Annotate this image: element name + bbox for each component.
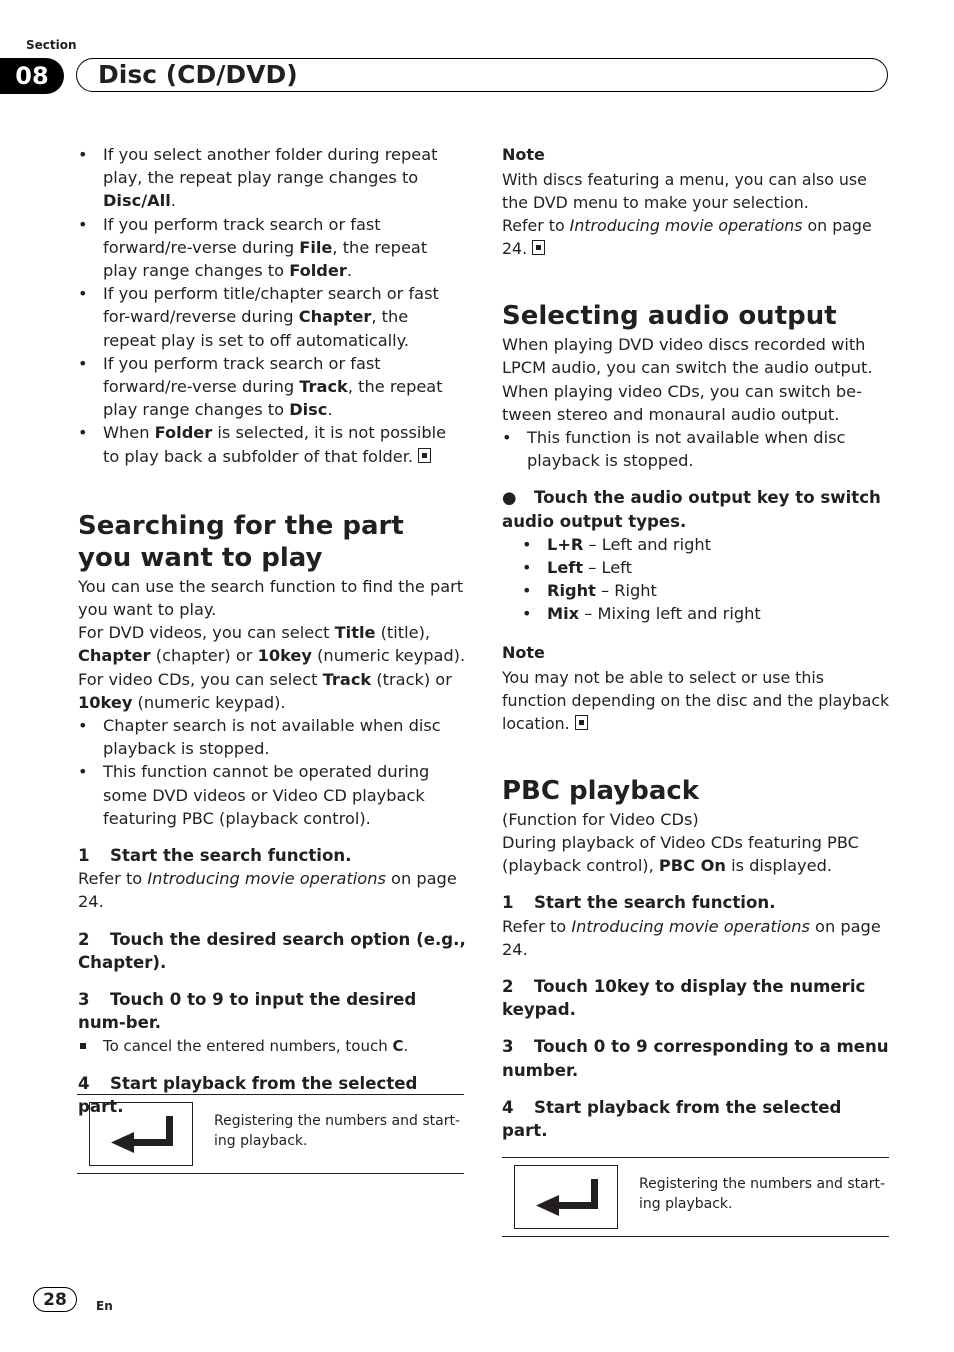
key-description: Registering the numbers and start-ing playback. — [214, 1113, 460, 1149]
pbc-step-4: 4 Start playback from the selected part. — [502, 1097, 842, 1141]
right-column — [502, 143, 890, 1142]
pbc-step-2: 2 Touch 10key to display the numeric keypad. — [502, 977, 866, 1020]
step-4: 4 Start playback from the selected part. — [78, 1073, 418, 1116]
section-label: Section — [26, 38, 77, 52]
list-item: • If you perform track search or fast forward/re-verse during File, the repeat play range changes to Folder. — [78, 214, 428, 281]
search-heading: Searching for the part you want to play — [78, 510, 404, 573]
list-item: • If you select another folder during repeat play, the repeat play range changes to Disc/All. — [78, 145, 438, 211]
enter-arrow-icon — [90, 1103, 192, 1165]
reference-link: Introducing movie operations — [571, 916, 810, 936]
list-item: • This function is not available when disc playback is stopped. — [502, 428, 846, 471]
note-heading: Note — [502, 145, 545, 164]
intro-bullet-list — [78, 143, 466, 468]
list-item: • Mix – Mixing left and right — [522, 604, 761, 624]
note-reference: Refer to Introducing movie operations on page 24. — [502, 216, 872, 259]
key-legend-box — [502, 1157, 889, 1237]
enter-key-button[interactable] — [89, 1102, 193, 1166]
end-of-section-icon — [575, 715, 588, 730]
step-1-reference: Refer to Introducing movie operations on page 24. — [78, 869, 457, 912]
search-dvd-paragraph: For DVD videos, you can select Title (title), Chapter (chapter) or 10key (numeric keypad). — [78, 623, 466, 666]
step-2: 2 Touch the desired search option (e.g., Chapter). — [78, 929, 466, 972]
list-item: • This function cannot be operated during some DVD videos or Video CD playback featuring PBC (playback control). — [78, 762, 430, 828]
list-item: • If you perform title/chapter search or fast for-ward/reverse during Chapter, the repeat play is set to off automatically. — [78, 284, 439, 350]
end-of-section-icon — [418, 448, 431, 463]
enter-arrow-icon — [515, 1166, 617, 1228]
list-item: • Chapter search is not available when disc playback is stopped. — [78, 716, 441, 759]
note-heading: Note — [502, 642, 545, 662]
search-vcd-paragraph: For video CDs, you can select Track (track) or 10key (numeric keypad). — [78, 669, 452, 712]
note-text: You may not be able to select or use this function depending on the disc and the playback location. — [502, 667, 890, 733]
key-legend-box — [77, 1094, 464, 1174]
pbc-paragraph-2: During playback of Video CDs featuring PBC (playback control), PBC On is displayed. — [502, 833, 859, 876]
pbc-heading: PBC playback — [502, 775, 700, 806]
list-item: • L+R – Left and right — [522, 534, 711, 554]
page-number: 28 — [33, 1287, 77, 1312]
audio-heading: Selecting audio output — [502, 301, 837, 332]
left-column — [78, 143, 466, 1118]
audio-step: ● Touch the audio output key to switch audio output types. — [502, 488, 881, 531]
key-description: Registering the numbers and start-ing playback. — [639, 1176, 885, 1212]
language-label: En — [96, 1299, 113, 1313]
square-bullet-icon — [80, 1043, 86, 1049]
list-item: • Right – Right — [522, 581, 657, 601]
reference-link: Introducing movie operations — [569, 216, 803, 236]
audio-paragraph-1: When playing DVD video discs recorded with LPCM audio, you can switch the audio output. — [502, 335, 873, 378]
list-item: • Left – Left — [522, 558, 632, 578]
list-item: • If you perform track search or fast forward/re-verse during Track, the repeat play range changes to Disc. — [78, 353, 443, 420]
filled-circle-icon: ● — [502, 488, 517, 508]
search-intro-paragraph: You can use the search function to find the part you want to play. — [78, 576, 464, 620]
pbc-step-1: 1 Start the search function. — [502, 893, 776, 913]
section-number-badge: 08 — [0, 58, 64, 94]
note-text: With discs featuring a menu, you can also use the DVD menu to make your selection. — [502, 170, 867, 213]
enter-key-button[interactable] — [514, 1165, 618, 1229]
reference-link: Introducing movie operations — [147, 869, 386, 889]
audio-paragraph-2: When playing video CDs, you can switch be-tween stereo and monaural audio output. — [502, 381, 862, 424]
step-1: 1 Start the search function. — [78, 846, 352, 866]
section-title: Disc (CD/DVD) — [98, 60, 298, 89]
pbc-step-3: 3 Touch 0 to 9 corresponding to a menu number. — [502, 1037, 889, 1080]
pbc-paragraph-1: (Function for Video CDs) — [502, 809, 699, 829]
pbc-step-1-reference: Refer to Introducing movie operations on page 24. — [502, 916, 881, 959]
audio-option-list — [502, 533, 890, 626]
end-of-section-icon — [532, 240, 545, 255]
list-item: • When Folder is selected, it is not possible to play back a subfolder of that folder. — [78, 423, 447, 466]
step-3: 3 Touch 0 to 9 to input the desired num-ber. — [78, 990, 417, 1033]
step-3-note: To cancel the entered numbers, touch C. — [78, 1035, 466, 1058]
